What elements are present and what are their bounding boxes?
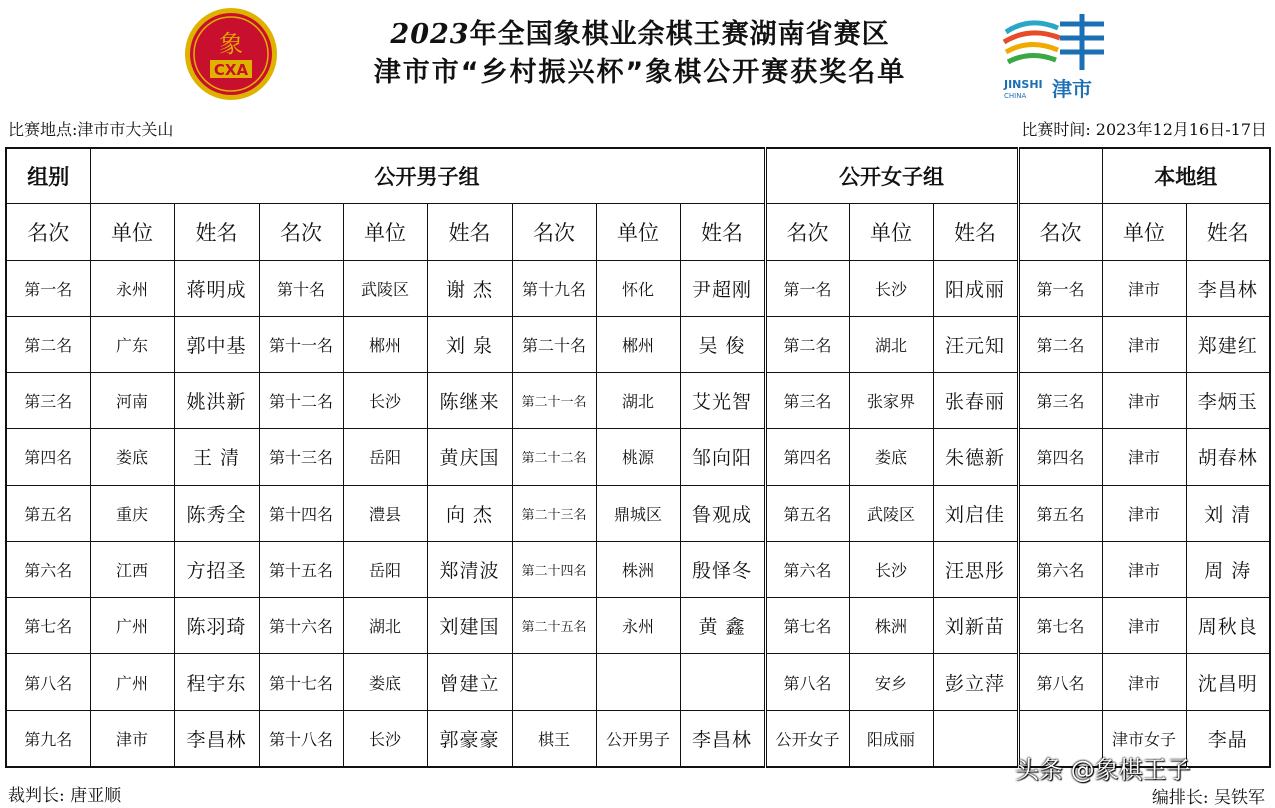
name-cell: 张春丽: [933, 373, 1018, 429]
unit-cell: 武陵区: [849, 485, 933, 541]
unit-cell: 长沙: [343, 373, 427, 429]
unit-cell: 津市: [1102, 373, 1186, 429]
unit-cell: 江西: [90, 541, 174, 597]
unit-cell: 湖北: [849, 316, 933, 372]
chief-referee: 裁判长: 唐亚顺: [8, 786, 122, 806]
rank-cell: 第八名: [1018, 654, 1102, 710]
unit-cell: 津市: [1102, 429, 1186, 485]
unit-cell: 永州: [90, 260, 174, 316]
unit-cell: 长沙: [849, 541, 933, 597]
rank-cell: 公开女子: [765, 710, 849, 767]
rank-cell: 第二名: [1018, 316, 1102, 372]
jinshi-logo: [1000, 10, 1110, 102]
name-cell: [933, 710, 1018, 767]
name-cell: 汪思彤: [933, 541, 1018, 597]
rank-cell: [512, 654, 596, 710]
rank-cell: 第三名: [765, 373, 849, 429]
rank-cell: 第一名: [6, 260, 90, 316]
name-cell: 朱德新: [933, 429, 1018, 485]
name-cell: 刘 清: [1186, 485, 1270, 541]
name-cell: 刘 泉: [427, 316, 512, 372]
rank-cell: 第二十三名: [512, 485, 596, 541]
rank-cell: 第三名: [1018, 373, 1102, 429]
col-name: 姓名: [174, 204, 259, 260]
rank-cell: 第十七名: [259, 654, 343, 710]
col-unit: 单位: [849, 204, 933, 260]
name-cell: 尹超刚: [680, 260, 765, 316]
table-row: [6, 429, 1270, 485]
name-cell: 黄庆国: [427, 429, 512, 485]
rank-cell: 第十三名: [259, 429, 343, 485]
unit-cell: 阳成丽: [849, 710, 933, 767]
name-cell: 艾光智: [680, 373, 765, 429]
table-row: [6, 541, 1270, 597]
col-name: 姓名: [1186, 204, 1270, 260]
col-unit: 单位: [90, 204, 174, 260]
table-row: [6, 654, 1270, 710]
unit-cell: 津市: [90, 710, 174, 767]
name-cell: 周 涛: [1186, 541, 1270, 597]
unit-cell: 湖北: [596, 373, 680, 429]
rank-cell: 第二名: [6, 316, 90, 372]
unit-cell: 广州: [90, 654, 174, 710]
rank-cell: 棋王: [512, 710, 596, 767]
time-text: 比赛时间: 2023年12月16日-17日: [1021, 120, 1267, 139]
col-rank: 名次: [512, 204, 596, 260]
col-unit: 单位: [343, 204, 427, 260]
table-row: [6, 316, 1270, 372]
name-cell: 彭立萍: [933, 654, 1018, 710]
name-cell: 方招圣: [174, 541, 259, 597]
logo-text-en: JINSHI: [1004, 78, 1043, 91]
unit-cell: 岳阳: [343, 429, 427, 485]
name-cell: 谢 杰: [427, 260, 512, 316]
col-rank: 名次: [1018, 204, 1102, 260]
name-cell: 黄 鑫: [680, 598, 765, 654]
rank-cell: 第五名: [765, 485, 849, 541]
unit-cell: 津市: [1102, 316, 1186, 372]
unit-cell: 津市: [1102, 598, 1186, 654]
name-cell: 郭豪豪: [427, 710, 512, 767]
rank-cell: 第八名: [765, 654, 849, 710]
awards-table: [5, 147, 1271, 768]
rank-cell: 第四名: [1018, 429, 1102, 485]
unit-cell: 怀化: [596, 260, 680, 316]
unit-cell: 长沙: [343, 710, 427, 767]
table-row: [6, 260, 1270, 316]
name-cell: 沈昌明: [1186, 654, 1270, 710]
name-cell: 吴 俊: [680, 316, 765, 372]
name-cell: 刘启佳: [933, 485, 1018, 541]
name-cell: 陈羽琦: [174, 598, 259, 654]
logo-text-cn: 津市: [1052, 77, 1092, 101]
table-body: [6, 260, 1270, 767]
col-rank: 名次: [259, 204, 343, 260]
unit-cell: 桃源: [596, 429, 680, 485]
rank-cell: 第十六名: [259, 598, 343, 654]
rank-cell: 第九名: [6, 710, 90, 767]
rank-cell: 第十名: [259, 260, 343, 316]
rank-cell: 第六名: [6, 541, 90, 597]
name-cell: 姚洪新: [174, 373, 259, 429]
unit-cell: 娄底: [849, 429, 933, 485]
rank-cell: 第十二名: [259, 373, 343, 429]
unit-cell: 永州: [596, 598, 680, 654]
name-cell: 陈秀全: [174, 485, 259, 541]
name-cell: 李炳玉: [1186, 373, 1270, 429]
unit-cell: 娄底: [343, 654, 427, 710]
rank-cell: 第十八名: [259, 710, 343, 767]
rank-cell: 第十一名: [259, 316, 343, 372]
col-unit: 单位: [1102, 204, 1186, 260]
unit-cell: 津市: [1102, 654, 1186, 710]
unit-cell: 河南: [90, 373, 174, 429]
name-cell: 周秋良: [1186, 598, 1270, 654]
logo-glyph: 象: [219, 30, 243, 58]
cxa-logo: [180, 6, 282, 102]
rank-cell: 第十九名: [512, 260, 596, 316]
group-local: 本地组: [1102, 148, 1270, 204]
name-cell: 刘建国: [427, 598, 512, 654]
col-rank: 名次: [6, 204, 90, 260]
name-cell: 刘新苗: [933, 598, 1018, 654]
unit-cell: 安乡: [849, 654, 933, 710]
name-cell: 李晶: [1186, 710, 1270, 767]
unit-cell: [596, 654, 680, 710]
unit-cell: 湖北: [343, 598, 427, 654]
rank-cell: 第一名: [1018, 260, 1102, 316]
unit-cell: 武陵区: [343, 260, 427, 316]
unit-cell: 澧县: [343, 485, 427, 541]
page-title-line1: 2023年全国象棋业余棋王赛湖南省赛区: [390, 19, 890, 50]
unit-cell: 张家界: [849, 373, 933, 429]
col-name: 姓名: [933, 204, 1018, 260]
group-men: 公开男子组: [90, 148, 765, 204]
group-header-row: [6, 148, 1270, 204]
unit-cell: 株洲: [596, 541, 680, 597]
col-unit: 单位: [596, 204, 680, 260]
unit-cell: 郴州: [343, 316, 427, 372]
name-cell: 阳成丽: [933, 260, 1018, 316]
rank-cell: 第二十四名: [512, 541, 596, 597]
name-cell: 李昌林: [174, 710, 259, 767]
unit-cell: 重庆: [90, 485, 174, 541]
table-row: [6, 373, 1270, 429]
name-cell: 向 杰: [427, 485, 512, 541]
name-cell: 邹向阳: [680, 429, 765, 485]
name-cell: 程宇东: [174, 654, 259, 710]
unit-cell: 娄底: [90, 429, 174, 485]
unit-cell: 津市女子: [1102, 710, 1186, 767]
unit-cell: 郴州: [596, 316, 680, 372]
rank-cell: 第七名: [1018, 598, 1102, 654]
name-cell: 蒋明成: [174, 260, 259, 316]
col-name: 姓名: [680, 204, 765, 260]
rank-cell: 第八名: [6, 654, 90, 710]
column-header-row: [6, 204, 1270, 260]
rank-cell: 第二十五名: [512, 598, 596, 654]
unit-cell: 津市: [1102, 485, 1186, 541]
logo-text-en2: CHINA: [1004, 92, 1027, 100]
unit-cell: 公开男子: [596, 710, 680, 767]
name-cell: 汪元知: [933, 316, 1018, 372]
unit-cell: 株洲: [849, 598, 933, 654]
rank-cell: 第二十二名: [512, 429, 596, 485]
unit-cell: 津市: [1102, 260, 1186, 316]
table-row: [6, 485, 1270, 541]
name-cell: 李昌林: [680, 710, 765, 767]
name-cell: 陈继来: [427, 373, 512, 429]
name-cell: 李昌林: [1186, 260, 1270, 316]
unit-cell: 广州: [90, 598, 174, 654]
rank-cell: 第二十名: [512, 316, 596, 372]
watermark: 头条 @象棋王子: [1015, 756, 1191, 784]
page-title-line2: 津市市“乡村振兴杯”象棋公开赛获奖名单: [373, 57, 907, 88]
name-cell: 鲁观成: [680, 485, 765, 541]
venue-text: 比赛地点:津市市大关山: [8, 120, 174, 139]
rank-cell: 第六名: [765, 541, 849, 597]
name-cell: [680, 654, 765, 710]
unit-cell: 广东: [90, 316, 174, 372]
rank-cell: 第四名: [6, 429, 90, 485]
rank-cell: 第七名: [765, 598, 849, 654]
table-row: [6, 598, 1270, 654]
unit-cell: 津市: [1102, 541, 1186, 597]
rank-cell: 第五名: [1018, 485, 1102, 541]
rank-cell: 第四名: [765, 429, 849, 485]
name-cell: 郑清波: [427, 541, 512, 597]
rank-cell: 第三名: [6, 373, 90, 429]
rank-cell: 第五名: [6, 485, 90, 541]
name-cell: 郑建红: [1186, 316, 1270, 372]
rank-cell: 第二名: [765, 316, 849, 372]
name-cell: 曾建立: [427, 654, 512, 710]
rank-cell: 第十四名: [259, 485, 343, 541]
name-cell: 殷怿冬: [680, 541, 765, 597]
scheduler: 编排长: 吴铁军: [1151, 788, 1265, 808]
rank-cell: 第六名: [1018, 541, 1102, 597]
rank-cell: 第一名: [765, 260, 849, 316]
unit-cell: 鼎城区: [596, 485, 680, 541]
group-label: 组别: [6, 148, 90, 204]
rank-cell: 第二十一名: [512, 373, 596, 429]
group-women: 公开女子组: [765, 148, 1018, 204]
col-name: 姓名: [427, 204, 512, 260]
rank-cell: 第七名: [6, 598, 90, 654]
name-cell: 郭中基: [174, 316, 259, 372]
name-cell: 胡春林: [1186, 429, 1270, 485]
name-cell: 王 清: [174, 429, 259, 485]
rank-cell: 第十五名: [259, 541, 343, 597]
group-local-blank: [1018, 148, 1102, 204]
unit-cell: 岳阳: [343, 541, 427, 597]
logo-text: CXA: [213, 61, 249, 79]
unit-cell: 长沙: [849, 260, 933, 316]
col-rank: 名次: [765, 204, 849, 260]
